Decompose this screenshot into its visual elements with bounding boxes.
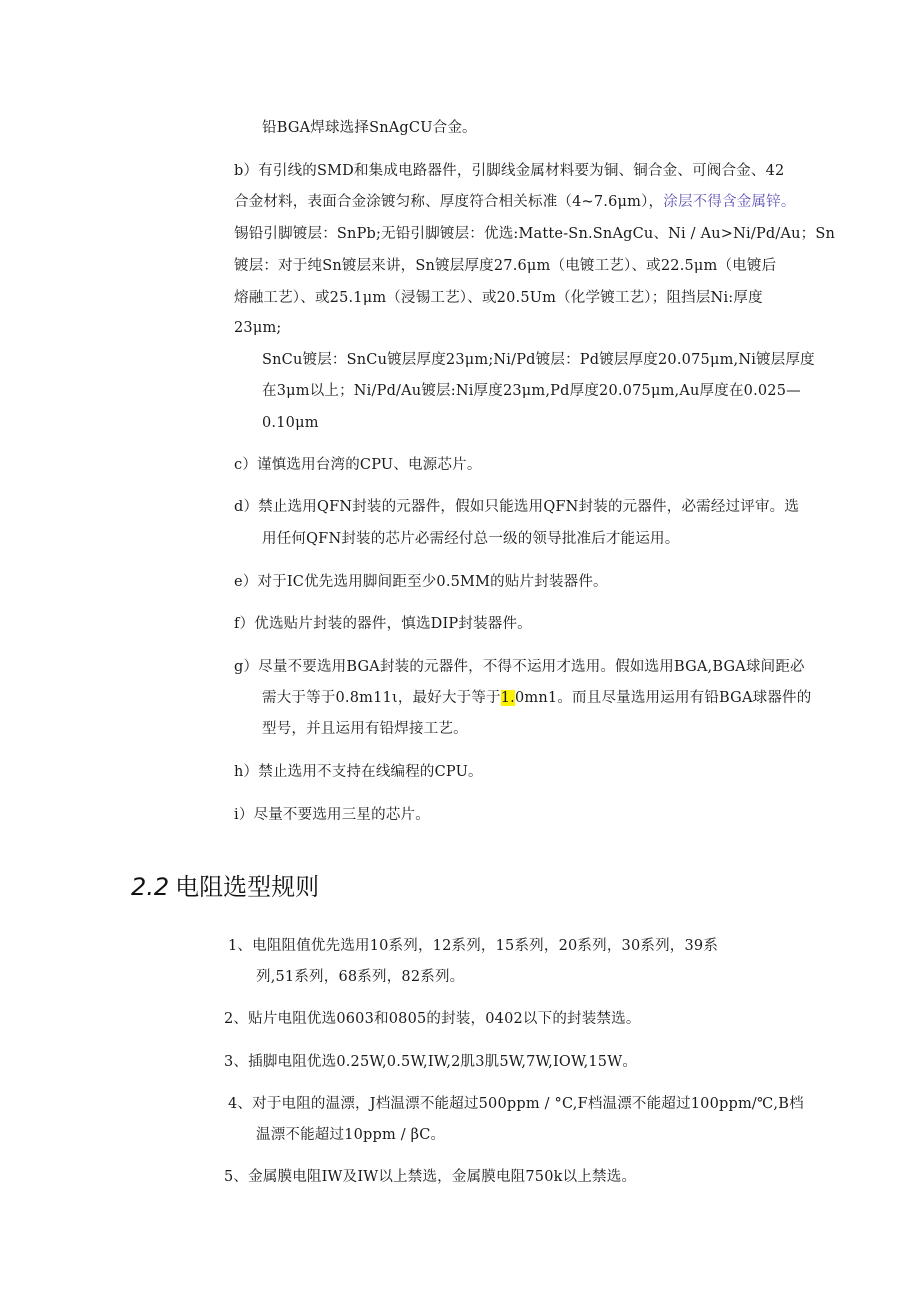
paragraph-line: 在3μm以上；Ni/Pd/Au镀层:Ni厚度23μm,Pd厚度20.075μm,Au厚度在0.025— [262, 383, 801, 399]
section-title: 电阻选型规则 [175, 873, 320, 901]
paragraph-line: 镀层：对于纯Sn镀层来讲，Sn镀层厚度27.6μm（电镀工艺）、或22.5μm（电镀后 [234, 258, 777, 274]
rule-item-1: 1、电阻阻值优先选用10系列，12系列，15系列，20系列，30系列，39系 [228, 938, 719, 954]
paragraph-text: 需大于等于0.8m11ι，最好大于等于 [262, 690, 501, 706]
paragraph-line: 熔融工艺）、或25.1μm（浸锡工艺）、或20.5Um（化学镀工艺）；阻挡层Ni:厚度 [234, 290, 763, 306]
list-item-g: g）尽量不要选用BGA封装的元器件，不得不运用才选用。假如选用BGA,BGA球间距必 [234, 659, 805, 675]
list-item-d: d）禁止选用QFN封装的元器件，假如只能选用QFN封装的元器件，必需经过评审。选 [234, 499, 800, 515]
highlighted-marker-text: 1. [500, 690, 515, 706]
list-item-c: c）谨慎选用台湾的CPU、电源芯片。 [234, 457, 482, 473]
section-number: 2.2 [131, 873, 170, 901]
highlighted-text: 涂层不得含金属锌。 [663, 194, 796, 210]
list-item-b: b）有引线的SMD和集成电路器件，引脚线金属材料要为铜、铜合金、可阀合金、42 [234, 163, 785, 179]
paragraph-line: 锡铅引脚镀层：SnPb;无铅引脚镀层：优选:Matte-Sn.SnAgCu、Ni / Au>Ni/Pd/Au；Sn [234, 226, 836, 242]
paragraph-line [262, 688, 811, 708]
paragraph-line: 型号，并且运用有铅焊接工艺。 [262, 721, 468, 737]
section-heading [131, 870, 319, 904]
rule-item-3: 3、插脚电阻优选0.25W,0.5W,IW,2肌3肌5W,7W,IOW,15W。 [224, 1054, 638, 1070]
paragraph-text: 合金材料，表面合金涂镀匀称、厚度符合相关标准（4~7.6μm）， [234, 194, 664, 210]
paragraph-line: 列,51系列，68系列，82系列。 [256, 969, 465, 985]
list-item-h: h）禁止选用不支持在线编程的CPU。 [234, 764, 483, 780]
paragraph-text: 0mn1。而且尽量选用运用有铅BGA球器件的 [515, 690, 812, 706]
paragraph-line: 用任何QFN封装的芯片必需经付总一级的领导批准后才能运用。 [262, 531, 680, 547]
list-item-f: f）优选贴片封装的器件，慎选DIP封装器件。 [234, 616, 532, 632]
rule-item-4: 4、对于电阻的温漂，J档温漂不能超过500ppm / °C,F档温漂不能超过100ppm/℃,B档 [228, 1096, 804, 1112]
rule-item-5: 5、金属膜电阻IW及IW以上禁选，金属膜电阻750k以上禁选。 [224, 1169, 637, 1185]
paragraph-line: SnCu镀层：SnCu镀层厚度23μm;Ni/Pd镀层：Pd镀层厚度20.075μm,Ni镀层厚度 [262, 352, 815, 368]
rule-item-2: 2、贴片电阻优选0603和0805的封装，0402以下的封装禁选。 [224, 1011, 641, 1027]
paragraph-line: 23μm; [234, 320, 282, 336]
list-item-i: i）尽量不要选用三星的芯片。 [234, 807, 430, 823]
paragraph-line: 0.10μm [262, 415, 319, 431]
paragraph-line: 铅BGA焊球选择SnAgCU合金。 [262, 120, 477, 136]
paragraph-line [234, 192, 796, 212]
list-item-e: e）对于IC优先选用脚间距至少0.5MM的贴片封装器件。 [234, 574, 608, 590]
paragraph-line: 温漂不能超过10ppm / βC。 [256, 1127, 446, 1143]
